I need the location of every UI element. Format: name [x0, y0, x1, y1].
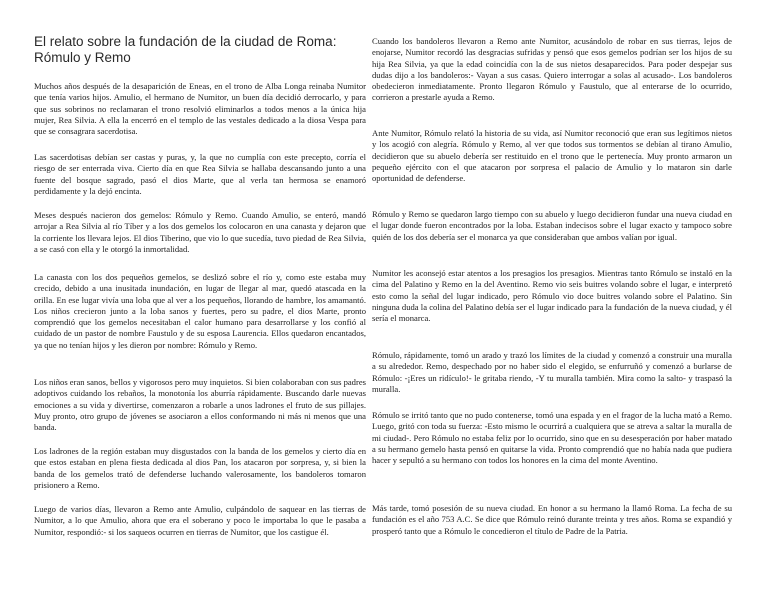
- paragraph: Cuando los bandoleros llevaron a Remo ante Numitor, acusándolo de robar en sus tierras, lejos de enojarse, Numitor recordó las desgracias sufridas y pensó que esos gemelos podrían ser los hijos de su hija Rea Silvia, ya que la edad coincidía con la de sus nietos desaparecidos. Para poder despejar sus dudas dijo a los bandoleros:- Vayan a sus casas. Quiero interrogar a solas al acusado-. Los bandoleros obedecieron inmediatamente. Pronto llegaron Rómulo y Faustulo, que al enterarse de lo ocurrido, corrieron a prestarle ayuda a Remo.: [372, 36, 732, 103]
- paragraph: Ante Numitor, Rómulo relató la historia de su vida, así Numitor reconoció que eran sus legítimos nietos y los acogió con alegría. Rómulo y Remo, al ver que todos sus tormentos se debían al tirano Amulio, decidieron que su abuelo debería ser restituido en el trono que le pertenecía. Muy pronto armaron un pequeño ejército con el que atacaron por sorpresa el palacio de Amulio y lo mataron sin darle oportunidad de defenderse.: [372, 128, 732, 184]
- paragraph: Numitor les aconsejó estar atentos a los presagios los presagios. Mientras tanto Rómulo se instaló en la cima del Palatino y Remo en la del Aventino. Remo vio seis buitres volando sobre el lugar, e interpretó esto como la señal del lugar indicado, pero Rómulo vio doce buitres volando sobre el Palatino. Sin ninguna duda la colina del Palatino debía ser el lugar indicado para la fundación de la nueva ciudad, y él sería el monarca.: [372, 268, 732, 324]
- paragraph: Rómulo, rápidamente, tomó un arado y trazó los límites de la ciudad y comenzó a construir una muralla a su alrededor. Remo, despechado por no haber sido el elegido, se enfurruñó y comenzó a burlarse de Rómulo: -¡Eres un ridículo!- le gritaba riendo, -Y tu muralla también. Mira como la salto- y traspasó la muralla.: [372, 350, 732, 394]
- paragraph: Muchos años después de la desaparición de Eneas, en el trono de Alba Longa reinaba Numitor que tenía varios hijos. Amulio, el hermano de Numitor, un buen día decidió derrocarlo, y para que sus sobrinos no reclamaran el trono resolvió eliminarlos a todos menos a la única hija mujer, Rea Silvia. A ella la encerró en el templo de las vestales dedicado a la diosa Vespa para que se consagrara sacerdotisa.: [34, 81, 366, 137]
- paragraph: Los niños eran sanos, bellos y vigorosos pero muy inquietos. Si bien colaboraban con sus padres adoptivos cuidando los rebaños, la monotonía los aburría rápidamente. Buscando darle nuevas emociones a su vida y divertirse, comenzaron a robarle a unos ladrones el fruto de sus pillajes. Muy pronto, otro grupo de jóvenes se asociaron a ellos conformando ni más ni menos que una banda.: [34, 377, 367, 433]
- document-title: El relato sobre la fundación de la ciudad de Roma: Rómulo y Remo: [34, 34, 337, 65]
- paragraph: Las sacerdotisas debían ser castas y puras, y, la que no cumplía con este precepto, corría el riesgo de ser enterrada viva. Cierto día en que Rea Silvia se hallaba descansando junto a una fuente del bosque sagrado, pasó el dios Marte, que al verla tan hermosa se enamoró perdidamente y la dejó encinta.: [34, 152, 366, 196]
- paragraph: Más tarde, tomó posesión de su nueva ciudad. En honor a su hermano la llamó Roma. La fecha de su fundación es el año 753 A.C. Se dice que Rómulo reinó durante treinta y tres años. Roma se expandió y prosperó tanto que a Rómulo le concedieron el título de Padre de la Patria.: [372, 503, 732, 536]
- paragraph: Rómulo se irritó tanto que no pudo contenerse, tomó una espada y en el fragor de la lucha mató a Remo. Luego, gritó con toda su fuerza: -Esto mismo le ocurrirá a cualquiera que se atreva a saltar la muralla de mi ciudad-. Pero Rómulo no estaba feliz por lo ocurrido, sino que en su desesperación por haber matado a su hermano gemelo hasta pensó en quitarse la vida. Pronto comprendió que no había nada que pudiera hacer y sepultó a su hermano con todos los honores en la cima del monte Aventino.: [372, 410, 732, 466]
- paragraph: Meses después nacieron dos gemelos: Rómulo y Remo. Cuando Amulio, se enteró, mandó arrojar a Rea Silvia al río Tíber y a los dos gemelos los colocaron en una canasta y dejaron que la corriente los llevara lejos. El dios Tiberino, que vio lo que sucedía, tuvo piedad de Rea Silvia, a se casó con ella y le otorgó la inmortalidad.: [34, 210, 366, 254]
- paragraph: Rómulo y Remo se quedaron largo tiempo con su abuelo y luego decidieron fundar una nueva ciudad en el lugar donde fueron encontrados por la loba. Estaban indecisos sobre el lugar exacto y tampoco sobre quién de los dos debería ser el monarca ya que consideraban que ambos valían por igual.: [372, 209, 732, 242]
- paragraph: La canasta con los dos pequeños gemelos, se deslizó sobre el río y, como este estaba muy crecido, debido a una inusitada inundación, en lugar de llegar al mar, quedó atascada en la orilla. En ese lugar vivía una loba que al ver a los pequeños, llorando de hambre, los amamantó. Los niños crecieron junto a la loba sanos y fuertes, pero su padre, el dios Marte, pronto comprendió que los gemelos necesitaban el calor humano para desarrollarse y los confió al cuidado de un pastor de nombre Faustulo y de su esposa Laurencia. Ellos quedaron encantados, ya que no tenían hijos y les dieron por nombre: Rómulo y Remo.: [34, 272, 366, 350]
- paragraph: Luego de varios días, llevaron a Remo ante Amulio, culpándolo de saquear en las tierras de Numitor, a lo que Amulio, ahora que era el soberano y poco le importaba lo que le pasaba a Numitor, respondió:- si los saqueos ocurren en tierras de Numitor, que los castigue él.: [34, 504, 366, 537]
- paragraph: Los ladrones de la región estaban muy disgustados con la banda de los gemelos y cierto día en que estos estaban en plena fiesta dedicada al dios Pan, los atacaron por sorpresa, y, si bien la banda de los gemelos trató de defenderse luchando valerosamente, los bandoleros tomaron prisionero a Remo.: [34, 446, 366, 490]
